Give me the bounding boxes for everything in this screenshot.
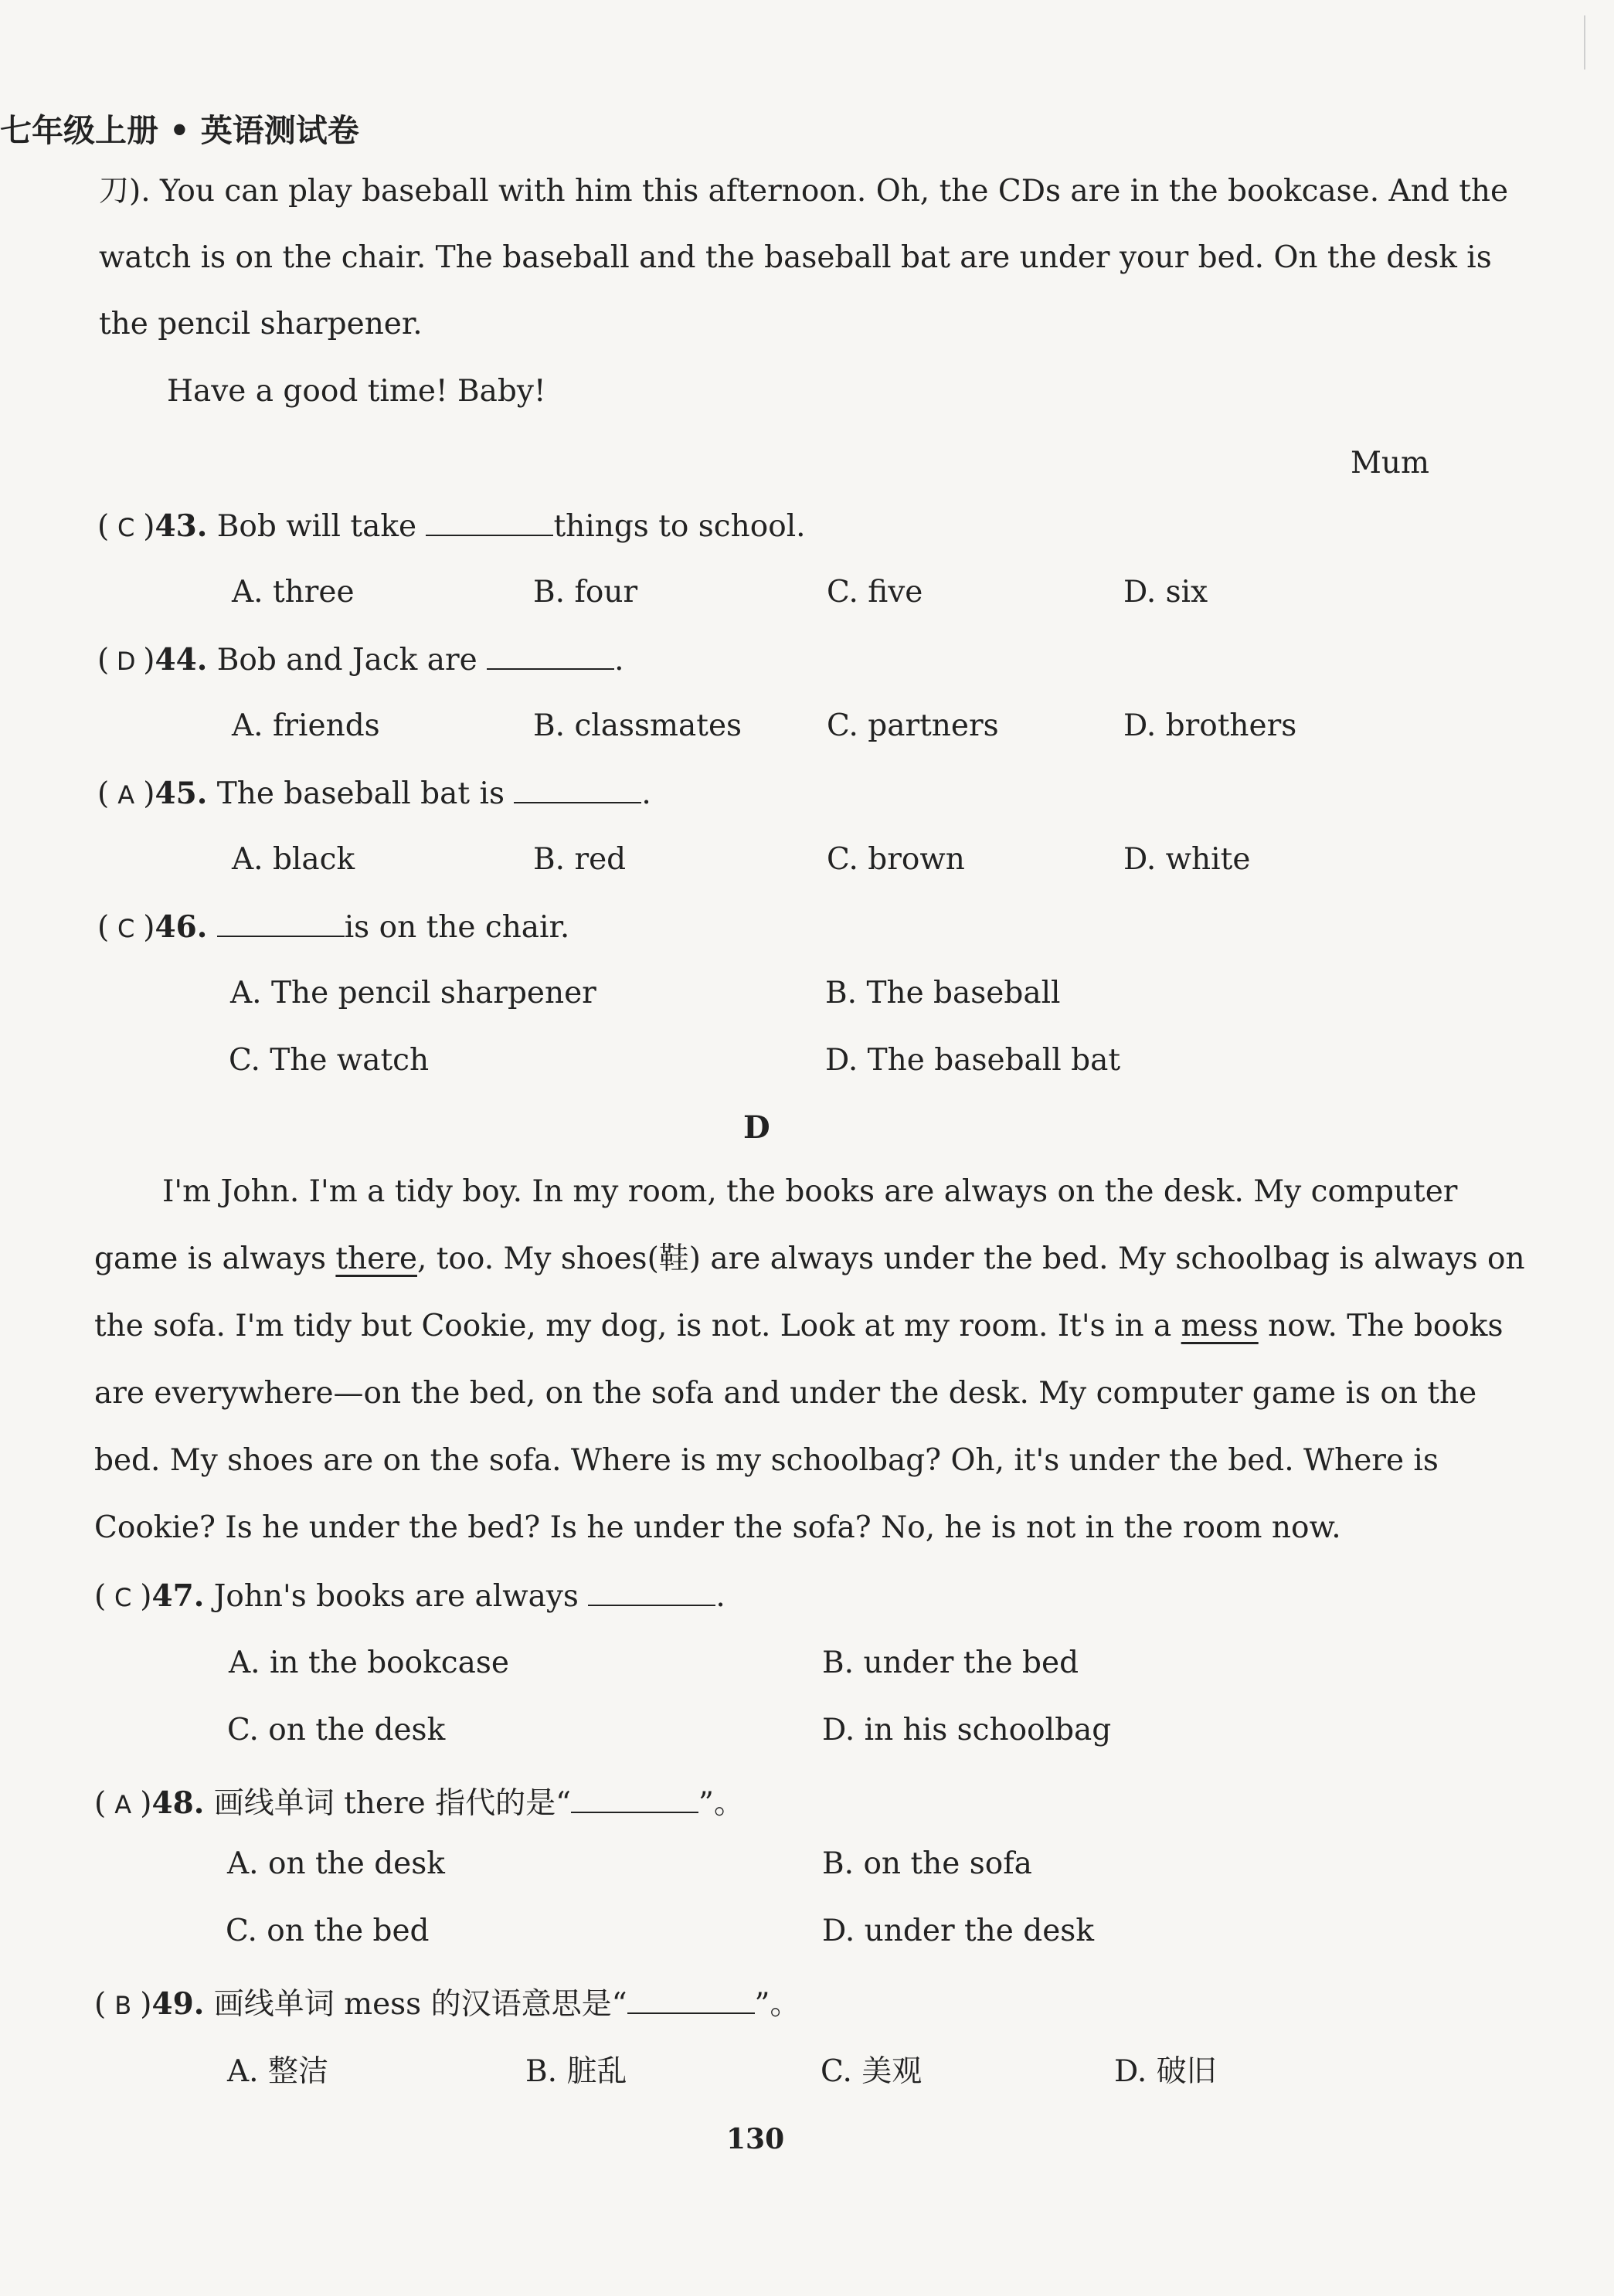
question-stem-end: . [715, 1579, 725, 1614]
question-46: ( C )46. is on the chair. [97, 909, 570, 945]
option-c: C. five [827, 575, 923, 610]
option-a: A. 整洁 [227, 2054, 328, 2089]
question-stem: Bob will take [216, 509, 417, 544]
question-stem: 画线单词 there 指代的是“ [213, 1786, 572, 1821]
option-c: C. brown [827, 842, 965, 877]
answer-blank [514, 779, 641, 803]
question-stem-end: . [614, 643, 624, 678]
option-d: D. in his schoolbag [822, 1713, 1112, 1747]
option-a: A. black [232, 842, 355, 877]
option-c: C. on the desk [227, 1713, 446, 1747]
option-c: C. The watch [229, 1043, 430, 1078]
passage-line: the pencil sharpener. [99, 307, 423, 341]
underlined-word-there: there [335, 1241, 417, 1276]
option-b: B. red [533, 842, 627, 877]
passage-line: the sofa. I'm tidy but Cookie, my dog, is not. Look at my room. It's in a mess now. The books [94, 1309, 1504, 1343]
option-a: A. The pencil sharpener [230, 976, 596, 1010]
section-title: D [743, 1109, 770, 1146]
answer-blank [588, 1581, 715, 1606]
passage-line: bed. My shoes are on the sofa. Where is my schoolbag? Oh, it's under the bed. Where is [94, 1443, 1439, 1478]
option-d: D. six [1123, 575, 1208, 610]
passage-line: I'm John. I'm a tidy boy. In my room, the books are always on the desk. My computer [162, 1174, 1458, 1209]
option-d: D. 破旧 [1114, 2054, 1217, 2089]
option-b: B. on the sofa [822, 1846, 1032, 1881]
page-header: 七年级上册 • 英语测试卷 [0, 112, 359, 149]
answer-blank [426, 511, 553, 536]
question-stem-end: . [641, 776, 651, 811]
question-number: 47. [151, 1578, 205, 1614]
option-d: D. under the desk [822, 1914, 1094, 1948]
question-45: ( A )45. The baseball bat is . [97, 776, 651, 811]
question-49: ( B )49. 画线单词 mess 的汉语意思是“ ”。 [94, 1986, 800, 2022]
passage-line: 刀). You can play baseball with him this afternoon. Oh, the CDs are in the bookcase. And the [99, 174, 1509, 209]
answer-mark: C [114, 1583, 132, 1612]
question-number: 44. [155, 642, 208, 678]
option-b: B. classmates [533, 708, 742, 743]
option-a: A. on the desk [227, 1846, 445, 1881]
option-d: D. brothers [1123, 708, 1297, 743]
passage-line: watch is on the chair. The baseball and the baseball bat are under your bed. On the desk is [99, 240, 1492, 275]
option-a: A. in the bookcase [229, 1646, 509, 1680]
option-c: C. partners [827, 708, 999, 743]
question-number: 49. [151, 1986, 205, 2022]
option-b: B. under the bed [822, 1646, 1079, 1680]
answer-blank [571, 1788, 698, 1813]
question-48: ( A )48. 画线单词 there 指代的是“ ”。 [94, 1785, 744, 1821]
underlined-word-mess: mess [1181, 1309, 1259, 1343]
question-stem-end: things to school. [553, 509, 806, 544]
passage-line: are everywhere—on the bed, on the sofa and under the desk. My computer game is on the [94, 1376, 1477, 1411]
question-number: 43. [155, 508, 208, 544]
answer-mark: C [117, 513, 135, 542]
passage-line: game is always there, too. My shoes(鞋) are always under the bed. My schoolbag is always on [94, 1241, 1525, 1276]
question-stem: 画线单词 mess 的汉语意思是“ [213, 1987, 627, 2022]
question-44: ( D )44. Bob and Jack are . [97, 642, 624, 678]
answer-blank [217, 912, 345, 937]
question-43: ( C )43. Bob will take things to school. [97, 508, 806, 544]
answer-mark: C [117, 914, 135, 943]
page-edge-line [1584, 15, 1585, 70]
question-stem: Bob and Jack are [216, 643, 477, 678]
option-c: C. on the bed [226, 1914, 430, 1948]
option-c: C. 美观 [821, 2054, 923, 2089]
question-stem: The baseball bat is [216, 776, 505, 811]
page-number: 130 [726, 2123, 785, 2155]
question-stem-end: ”。 [698, 1786, 744, 1821]
option-d: D. white [1123, 842, 1251, 877]
answer-blank [627, 1989, 755, 2014]
question-number: 48. [151, 1785, 205, 1821]
question-number: 45. [155, 776, 208, 811]
answer-mark: A [117, 780, 135, 810]
answer-mark: B [114, 1991, 132, 2020]
option-b: B. The baseball [825, 976, 1061, 1010]
passage-closing: Have a good time! Baby! [167, 374, 546, 409]
option-b: B. 脏乱 [525, 2054, 627, 2089]
answer-mark: A [114, 1790, 132, 1819]
question-stem: John's books are always [213, 1579, 579, 1614]
option-d: D. The baseball bat [825, 1043, 1121, 1078]
question-47: ( C )47. John's books are always . [94, 1578, 725, 1614]
option-a: A. friends [232, 708, 380, 743]
question-stem-end: is on the chair. [344, 910, 570, 945]
answer-blank [487, 645, 614, 670]
option-b: B. four [533, 575, 638, 610]
question-number: 46. [155, 909, 208, 945]
answer-mark: D [116, 647, 136, 676]
passage-line: Cookie? Is he under the bed? Is he under the sofa? No, he is not in the room now. [94, 1510, 1341, 1545]
option-a: A. three [232, 575, 355, 610]
question-stem-end: ”。 [754, 1987, 800, 2022]
passage-signature: Mum [1351, 446, 1430, 481]
